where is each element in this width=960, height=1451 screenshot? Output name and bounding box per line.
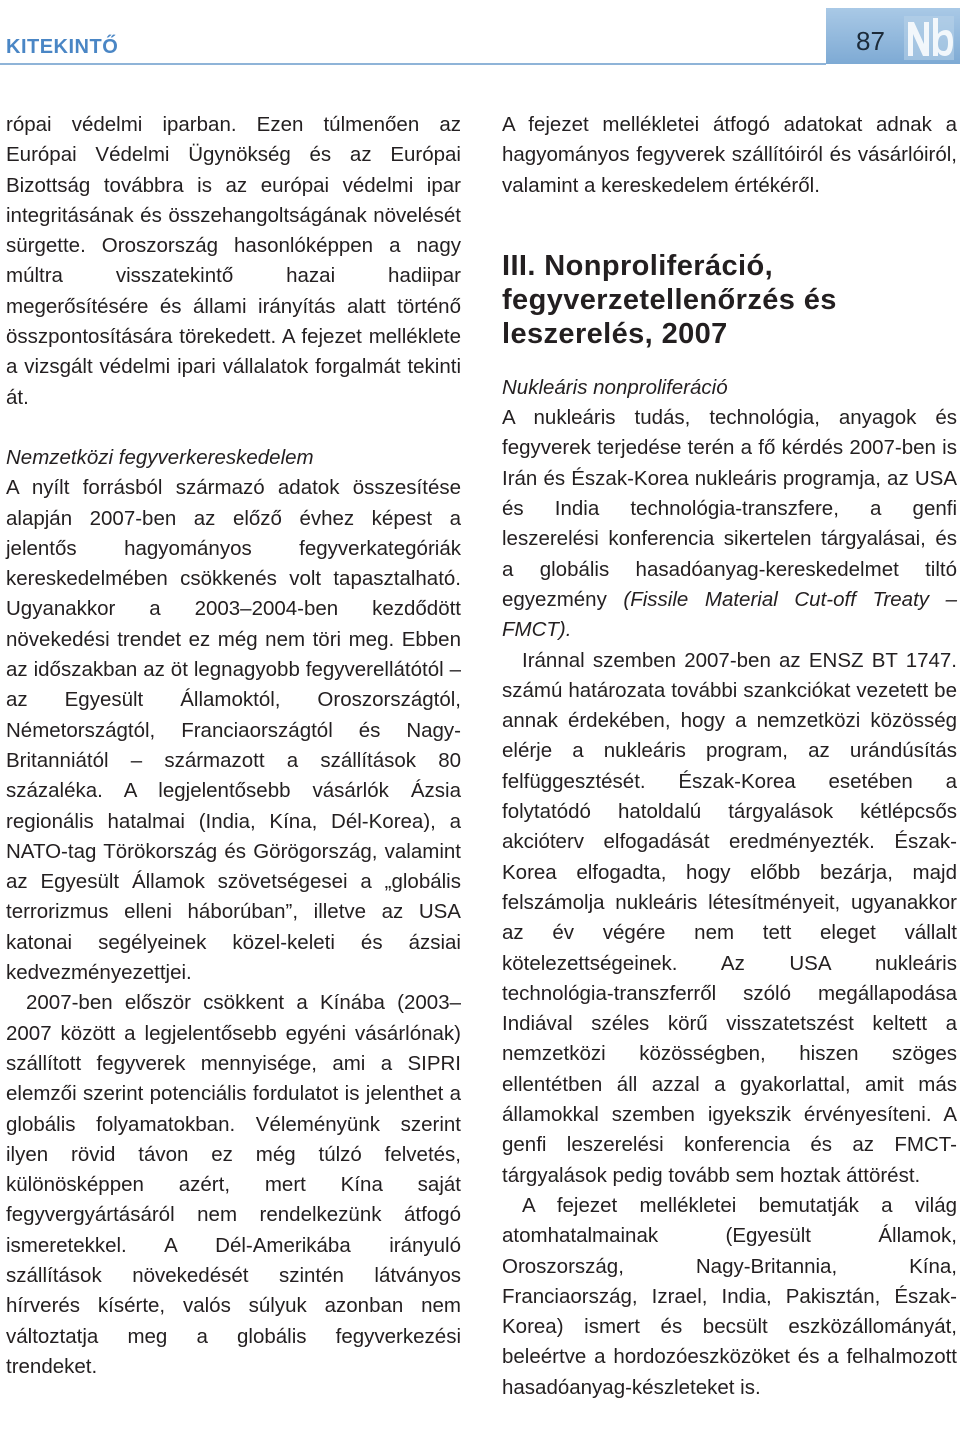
spacer	[502, 201, 957, 249]
paragraph: 2007-ben először csökkent a Kínába (2003–2007 között a legjelentősebb egyéni vásárlónak) szállított fegyverek mennyisége, ami a SIPRI elemzői szerint potenciális fordulatot is jelenthet a globális folyamatokban. Véleményünk szerint ilyen rövid távon ez még túlzó felvetés, különösképpen azért, mert Kína saját fegyvergyártásáról nem rendelkezünk átfogó ismeretekkel. A Dél-Amerikába irányuló szállítások növekedését szintén látványos hírverés kísérte, valós súlyuk azonban nem változtatja meg a globális fegyverkezési trendeket.	[6, 991, 461, 1378]
spacer	[6, 413, 461, 443]
subheading-arms-trade: Nemzetközi fegyverkereskedelem	[6, 445, 314, 469]
chapter-title: III. Nonproliferáció, fegyverzetellenőrzés és leszerelés, 2007	[502, 249, 837, 350]
page-header	[0, 0, 960, 88]
header-rule	[0, 63, 826, 65]
svg-text:Nb: Nb	[928, 60, 930, 61]
paragraph: rópai védelmi iparban. Ezen túlmenően az Európai Védelmi Ügynökség és az Európai Bizottság továbbra is az európai védelmi ipar integritásának és összehangoltságának növelését sürgette. Oroszország hasonlóképpen a nagy múltra visszatekintő hazai hadiipar megerősítésére és állami irányítás alatt történő összpontosítására törekedett. A fejezet melléklete a vizsgált védelmi ipari vállalatok forgalmát tekinti át.	[6, 113, 461, 409]
treaty-name: (Fissile Material Cut-off Treaty – FMCT).	[502, 587, 957, 642]
page-number: 87	[856, 26, 885, 56]
paragraph: A fejezet mellékletei átfogó adatokat adnak a hagyományos fegyverek szállítóiról és vásárlóiról, valamint a kereskedelem értékéről.	[502, 113, 957, 197]
section-label: KITEKINTŐ	[6, 36, 119, 58]
left-column	[6, 110, 461, 1382]
right-column	[502, 110, 957, 1403]
subheading-nonproliferation: Nukleáris nonproliferáció	[502, 375, 728, 399]
paragraph: Iránnal szemben 2007-ben az ENSZ BT 1747. számú határozata további szankciókat vezetett be annak érdekében, hogy a nemzetközi közösség elérje a nukleáris program, az urándúsítás felfüggesztését. Észak-Korea esetében a folytatódó hatoldalú tárgyalások kétlépcsős akcióterv elfogadását eredményezték. Észak-Korea elfogadta, hogy előbb bezárja, majd felszámolja nukleáris létesítményeit, ugyanakkor az év végére nem tett eleget vállalt kötelezettségeinek. Az USA nukleáris technológia-transzferről szóló megállapodása Indiával széles körű visszatetszést keltett a nemzetközi közösségben, hiszen szöges ellentétben áll azzal a gyakorlattal, amit más államokkal szemben igyekszik érvényesíteni. A genfi leszerelési konferencia és az FMCT-tárgyalások pedig tovább sem hoztak áttörést.	[502, 648, 957, 1187]
paragraph: A nyílt forrásból származó adatok összesítése alapján 2007-ben az előző évhez képest a jelentős hagyományos fegyverkategóriák kereskedelmében csökkenés volt tapasztalható. Ugyanakkor a 2003–2004-ben kezdődött növekedési trendet ez még nem töri meg. Ebben az időszakban az öt legnagyobb fegyverellátótól – az Egyesült Államoktól, Oroszországtól, Németországtól, Franciaországtól és Nagy-Britanniától – származott a szállítások 80 százaléka. A legjelentősebb vásárlók Ázsia regionális hatalmai (India, Kína, Dél-Korea), a NATO-tag Törökország és Görögország, valamint az Egyesült Államok szövetségesei a „globális terrorizmus elleni háborúban”, illetve az USA katonai segélyeinek közel-keleti és ázsiai kedvezményezettjei.	[6, 476, 461, 985]
paragraph: A fejezet mellékletei bemutatják a világ atomhatalmainak (Egyesült Államok, Oroszország, Nagy-Britannia, Kína, Franciaország, Izrael, India, Pakisztán, Észak-Korea) ismert és becsült eszközállományát, beleértve a hordozóeszközöket és a felhalmozott hasadóanyag-készleteket is.	[502, 1193, 957, 1399]
publisher-logo-icon	[902, 12, 956, 62]
paragraph	[502, 403, 957, 645]
paragraph-text: A nukleáris tudás, technológia, anyagok és fegyverek terjedése terén a fő kérdés 2007-ben is Irán és Észak-Korea nukleáris programja, az USA és India technológia-transzfere, a genfi leszerelési konferencia sikertelen tárgyalásai, és a globális hasadóanyag-kereskedelmet tiltó egyezmény	[502, 406, 957, 611]
